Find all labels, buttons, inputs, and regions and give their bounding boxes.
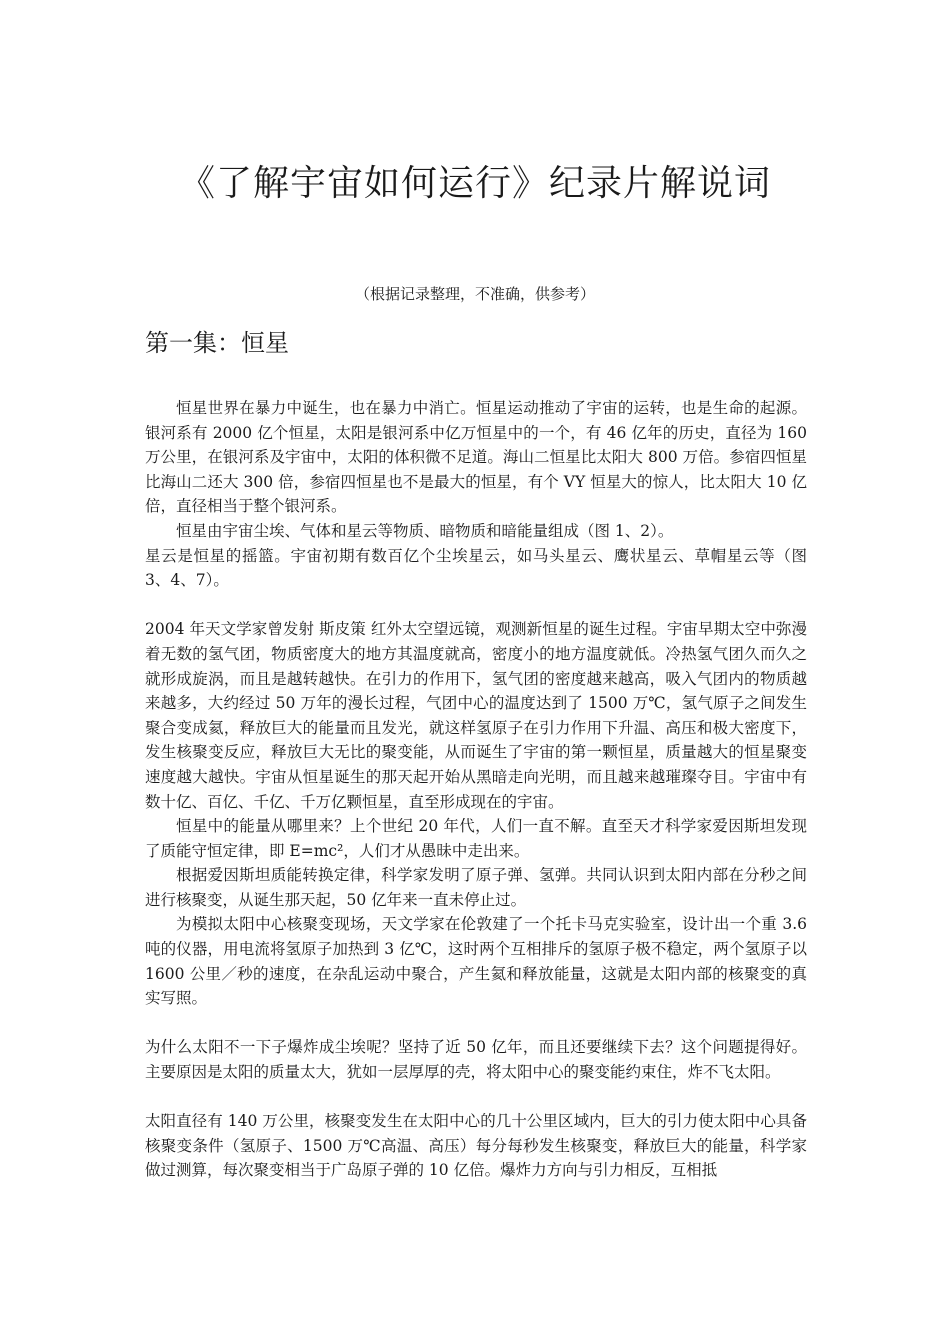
document-subtitle: （根据记录整理，不准确，供参考） — [354, 285, 595, 303]
section-heading: 第一集：恒星 — [145, 329, 289, 357]
document-title: 《了解宇宙如何运行》纪录片解说词 — [178, 163, 771, 204]
paragraph-gap — [145, 1011, 807, 1036]
paragraph: 恒星世界在暴力中诞生，也在暴力中消亡。恒星运动推动了宇宙的运转，也是生命的起源。银河系有 2000 亿个恒星，太阳是银河系中亿万恒星中的一个，有 46 亿年的历史，直径为 160 万公里，在银河系及宇宙中，太阳的体积微不足道。海山二恒星比太阳大 800 万倍。参宿四恒星比海山二还大 300 倍，参宿四恒星也不是最大的恒星，有个 VY 恒星大的惊人，比太阳大 10 亿倍，直径相当于整个银河系。 — [145, 399, 807, 516]
paragraph: 为什么太阳不一下子爆炸成尘埃呢？坚持了近 50 亿年，而且还要继续下去？这个问题提得好。主要原因是太阳的质量太大，犹如一层厚厚的壳，将太阳中心的聚变能约束住，炸不飞太阳。 — [145, 1038, 807, 1082]
paragraph: 太阳直径有 140 万公里，核聚变发生在太阳中心的几十公里区域内，巨大的引力使太阳中心具备核聚变条件（氢原子、1500 万℃高温、高压）每分每秒发生核聚变，释放巨大的能量，科学家做过测算，每次聚变相当于广岛原子弹的 10 亿倍。爆炸力方向与引力相反，互相抵 — [145, 1112, 807, 1180]
paragraph: 星云是恒星的摇篮。宇宙初期有数百亿个尘埃星云，如马头星云、鹰状星云、草帽星云等（图 3、4、7）。 — [145, 546, 807, 590]
paragraph: 2004 年天文学家曾发射 斯皮策 红外太空望远镜，观测新恒星的诞生过程。宇宙早期太空中弥漫着无数的氢气团，物质密度大的地方其温度就高，密度小的地方温度就低。冷热氢气团久而久之就形成旋涡，而且是越转越快。在引力的作用下，氢气团的密度越来越高，吸入气团内的物质越来越多，大约经过 50 万年的漫长过程，气团中心的温度达到了 1500 万℃，氢气原子之间发生聚合变成氦，释放巨大的能量而且发光，就这样氢原子在引力作用下升温、高压和极大密度下，发生核聚变反应，释放巨大无比的聚变能，从而诞生了宇宙的第一颗恒星，质量越大的恒星聚变速度越大越快。宇宙从恒星诞生的那天起开始从黑暗走向光明，而且越来越璀璨夺目。宇宙中有数十亿、百亿、千亿、千万亿颗恒星，直至形成现在的宇宙。 — [145, 620, 807, 811]
document-body — [145, 396, 807, 1183]
paragraph-gap — [145, 1085, 807, 1110]
paragraph-gap — [145, 593, 807, 618]
paragraph: 为模拟太阳中心核聚变现场，天文学家在伦敦建了一个托卡马克实验室，设计出一个重 3.6 吨的仪器，用电流将氢原子加热到 3 亿℃，这时两个互相排斥的氢原子极不稳定，两个氢原子以 1600 公里／秒的速度，在杂乱运动中聚合，产生氦和释放能量，这就是太阳内部的核聚变的真实写照。 — [145, 915, 807, 1008]
paragraph: 恒星中的能量从哪里来？上个世纪 20 年代，人们一直不解。直至天才科学家爱因斯坦发现了质能守恒定律，即 E=mc²，人们才从愚昧中走出来。 — [145, 817, 807, 860]
paragraph: 根据爱因斯坦质能转换定律，科学家发明了原子弹、氢弹。共同认识到太阳内部在分秒之间进行核聚变，从诞生那天起，50 亿年来一直未停止过。 — [145, 866, 807, 909]
paragraph: 恒星由宇宙尘埃、气体和星云等物质、暗物质和暗能量组成（图 1、2）。 — [176, 521, 674, 540]
